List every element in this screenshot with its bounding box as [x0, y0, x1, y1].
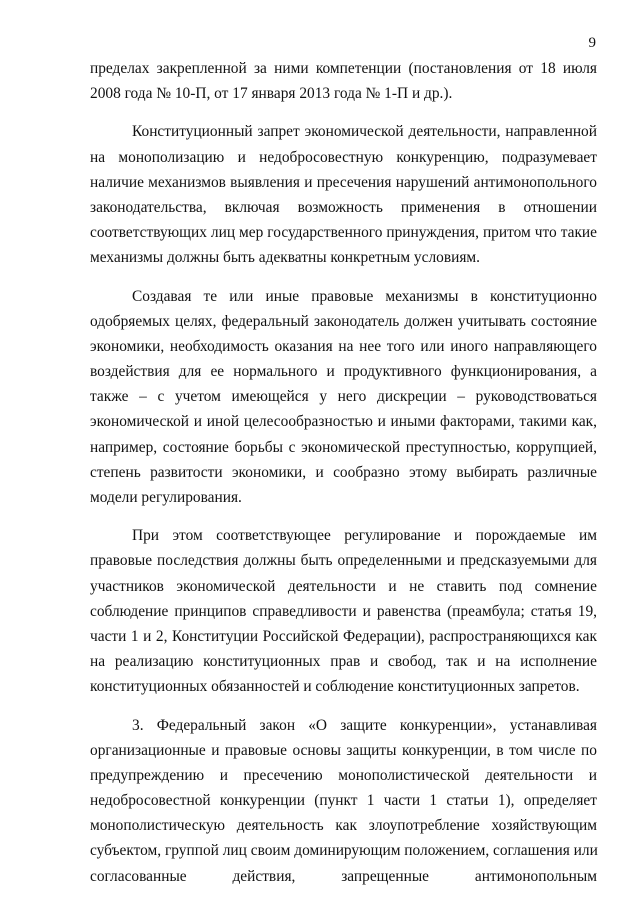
paragraph-line: недобросовестной конкуренции (пункт 1 части 1 статьи 1), определяет — [90, 792, 597, 810]
paragraph-line: монополистическую деятельность как злоупотребление хозяйствующим — [90, 817, 597, 835]
paragraph-line: предупреждению и пресечению монополистической деятельности и — [90, 766, 597, 784]
paragraph-line: законодательства, включая возможность применения в отношении — [90, 198, 597, 216]
paragraph-line: на реализацию конституционных прав и свобод, так и на исполнение — [90, 653, 597, 671]
paragraph-line: организационные и правовые основы защиты конкуренции, в том числе по — [90, 741, 597, 759]
paragraph-line: 3. Федеральный закон «О защите конкуренции», устанавливая — [132, 716, 597, 734]
paragraph-line: наличие механизмов выявления и пресечения нарушений антимонопольного — [90, 173, 597, 191]
paragraph-line: правовые последствия должны быть определенными и предсказуемыми для — [90, 552, 597, 570]
paragraph-line: воздействия для ее нормального и продуктивного функционирования, а — [90, 363, 597, 381]
paragraph-line: на монополизацию и недобросовестную конкуренцию, подразумевает — [90, 148, 597, 166]
paragraph-line: Создавая те или иные правовые механизмы в конституционно — [132, 287, 597, 305]
paragraph-line: экономики, необходимость оказания на нее того или иного направляющего — [90, 337, 597, 355]
paragraph-line: соответствующих лиц мер государственного принуждения, притом что такие — [90, 224, 597, 242]
paragraph-1 — [90, 56, 597, 106]
document-body — [90, 56, 597, 889]
paragraph-line: степень развитости экономики, и сообразно этому выбирать различные — [90, 463, 597, 481]
paragraph-line: также – с учетом имеющейся у него дискреции – руководствоваться — [90, 388, 597, 406]
paragraph-line: Конституционный запрет экономической деятельности, направленной — [132, 123, 597, 141]
page-number: 9 — [588, 35, 596, 51]
paragraph-line: пределах закрепленной за ними компетенции (постановления от 18 июля — [90, 60, 597, 77]
paragraph-line: участников экономической деятельности и не ставить под сомнение — [90, 577, 597, 595]
paragraph-line: согласованные действия, запрещенные антимонопольным — [90, 867, 597, 885]
paragraph-5 — [90, 713, 597, 889]
paragraph-line: соблюдение принципов справедливости и равенства (преамбула; статья 19, — [90, 602, 597, 620]
paragraph-line: модели регулирования. — [90, 489, 242, 506]
paragraph-line: экономической и иной целесообразностью и иными факторами, такими как, — [90, 413, 597, 431]
paragraph-line: например, состояние борьбы с экономической преступностью, коррупцией, — [90, 438, 597, 456]
paragraph-line: конституционных обязанностей и соблюдение конституционных запретов. — [90, 678, 580, 696]
paragraph-line: При этом соответствующее регулирование и порождаемые им — [132, 527, 597, 545]
paragraph-line: субъектом, группой лиц своим доминирующим положением, соглашения или — [90, 842, 598, 860]
paragraph-2 — [90, 119, 597, 270]
paragraph-line: механизмы должны быть адекватны конкретным условиям. — [90, 249, 480, 267]
paragraph-3 — [90, 284, 597, 511]
paragraph-4 — [90, 523, 597, 699]
paragraph-line: одобряемых целях, федеральный законодатель должен учитывать состояние — [90, 312, 597, 330]
paragraph-line: 2008 года № 10-П, от 17 января 2013 года № 1-П и др.). — [90, 85, 453, 103]
paragraph-line: части 1 и 2, Конституции Российской Федерации), распространяющихся как — [90, 627, 597, 645]
